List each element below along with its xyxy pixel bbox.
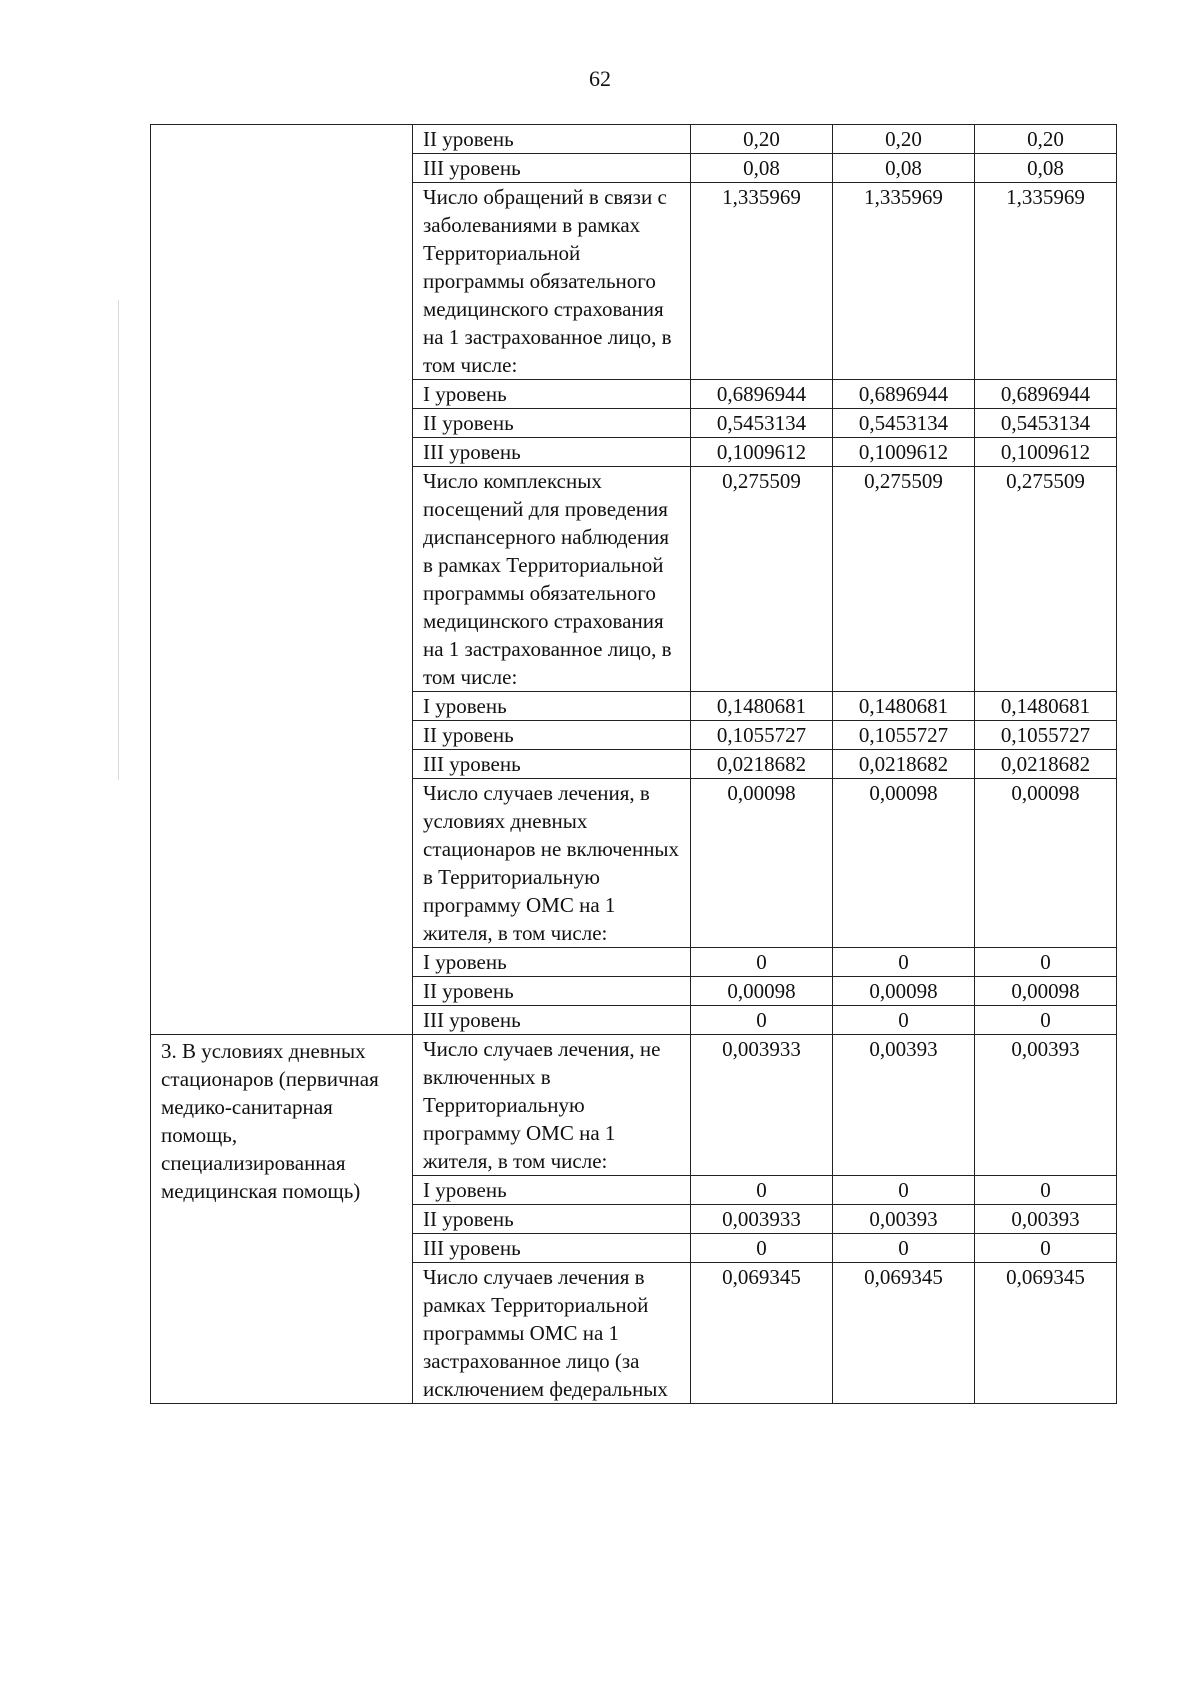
value-cell: 0,069345 bbox=[833, 1263, 975, 1404]
value-cell: 0,08 bbox=[833, 154, 975, 183]
value-cell: 0,00393 bbox=[833, 1035, 975, 1176]
value-cell: 0,6896944 bbox=[975, 380, 1117, 409]
value-cell: 0,003933 bbox=[691, 1035, 833, 1176]
value-cell: 0,00393 bbox=[975, 1205, 1117, 1234]
value-cell: 0,1009612 bbox=[833, 438, 975, 467]
row-label: I уровень bbox=[413, 1176, 691, 1205]
value-cell: 0 bbox=[833, 1006, 975, 1035]
value-cell: 0,00098 bbox=[975, 977, 1117, 1006]
table-row bbox=[151, 1035, 1117, 1176]
row-label: II уровень bbox=[413, 977, 691, 1006]
value-cell: 0 bbox=[691, 1006, 833, 1035]
value-cell: 0,1009612 bbox=[691, 438, 833, 467]
value-cell: 0,0218682 bbox=[691, 750, 833, 779]
value-cell: 0,00098 bbox=[691, 977, 833, 1006]
value-cell: 0 bbox=[833, 1234, 975, 1263]
value-cell: 1,335969 bbox=[691, 183, 833, 380]
table-row bbox=[151, 125, 1117, 154]
row-label: II уровень bbox=[413, 1205, 691, 1234]
row-label: III уровень bbox=[413, 438, 691, 467]
row-label: I уровень bbox=[413, 380, 691, 409]
row-label: II уровень bbox=[413, 125, 691, 154]
value-cell: 0,1055727 bbox=[691, 721, 833, 750]
value-cell: 0 bbox=[975, 1006, 1117, 1035]
value-cell: 0,20 bbox=[691, 125, 833, 154]
value-cell: 0,20 bbox=[833, 125, 975, 154]
row-label: I уровень bbox=[413, 692, 691, 721]
value-cell: 0,0218682 bbox=[975, 750, 1117, 779]
value-cell: 0,6896944 bbox=[691, 380, 833, 409]
value-cell: 0 bbox=[833, 948, 975, 977]
scan-edge-line bbox=[118, 300, 119, 780]
section-cell bbox=[151, 125, 413, 1035]
row-label: Число случаев лечения, не включенных в Территориальную программу ОМС на 1 жителя, в том числе: bbox=[413, 1035, 691, 1176]
value-cell: 0,1055727 bbox=[975, 721, 1117, 750]
row-label: II уровень bbox=[413, 721, 691, 750]
value-cell: 0 bbox=[833, 1176, 975, 1205]
value-cell: 0,0218682 bbox=[833, 750, 975, 779]
value-cell: 0 bbox=[691, 1176, 833, 1205]
value-cell: 0,275509 bbox=[833, 467, 975, 692]
value-cell: 0,00098 bbox=[691, 779, 833, 948]
row-label: III уровень bbox=[413, 154, 691, 183]
value-cell: 0,069345 bbox=[975, 1263, 1117, 1404]
value-cell: 1,335969 bbox=[833, 183, 975, 380]
value-cell: 0,1480681 bbox=[975, 692, 1117, 721]
value-cell: 0,08 bbox=[691, 154, 833, 183]
value-cell: 0,00098 bbox=[833, 779, 975, 948]
value-cell: 0 bbox=[691, 1234, 833, 1263]
row-label: II уровень bbox=[413, 409, 691, 438]
indicator-table bbox=[150, 124, 1117, 1404]
value-cell: 0,1480681 bbox=[691, 692, 833, 721]
value-cell: 0 bbox=[975, 1176, 1117, 1205]
value-cell: 0 bbox=[691, 948, 833, 977]
value-cell: 0,20 bbox=[975, 125, 1117, 154]
value-cell: 0,5453134 bbox=[833, 409, 975, 438]
row-label: III уровень bbox=[413, 1006, 691, 1035]
row-label: Число случаев лечения в рамках Территориальной программы ОМС на 1 застрахованное лицо (за исключением федеральных bbox=[413, 1263, 691, 1404]
row-label: III уровень bbox=[413, 750, 691, 779]
row-label: I уровень bbox=[413, 948, 691, 977]
row-label: Число комплексных посещений для проведения диспансерного наблюдения в рамках Территориальной программы обязательного медицинского страхования на 1 застрахованное лицо, в том числе: bbox=[413, 467, 691, 692]
value-cell: 0,003933 bbox=[691, 1205, 833, 1234]
value-cell: 0,275509 bbox=[691, 467, 833, 692]
value-cell: 0,5453134 bbox=[691, 409, 833, 438]
value-cell: 0,08 bbox=[975, 154, 1117, 183]
value-cell: 0,1009612 bbox=[975, 438, 1117, 467]
value-cell: 0,5453134 bbox=[975, 409, 1117, 438]
value-cell: 0 bbox=[975, 948, 1117, 977]
section-cell: 3. В условиях дневных стационаров (первичная медико-санитарная помощь, специализированная медицинская помощь) bbox=[151, 1035, 413, 1404]
value-cell: 0,275509 bbox=[975, 467, 1117, 692]
value-cell: 1,335969 bbox=[975, 183, 1117, 380]
page-number: 62 bbox=[589, 66, 611, 91]
value-cell: 0,1055727 bbox=[833, 721, 975, 750]
value-cell: 0,6896944 bbox=[833, 380, 975, 409]
value-cell: 0,069345 bbox=[691, 1263, 833, 1404]
value-cell: 0 bbox=[975, 1234, 1117, 1263]
value-cell: 0,1480681 bbox=[833, 692, 975, 721]
value-cell: 0,00098 bbox=[975, 779, 1117, 948]
row-label: Число случаев лечения, в условиях дневных стационаров не включенных в Территориальную программу ОМС на 1 жителя, в том числе: bbox=[413, 779, 691, 948]
value-cell: 0,00393 bbox=[975, 1035, 1117, 1176]
row-label: III уровень bbox=[413, 1234, 691, 1263]
value-cell: 0,00393 bbox=[833, 1205, 975, 1234]
value-cell: 0,00098 bbox=[833, 977, 975, 1006]
row-label: Число обращений в связи с заболеваниями в рамках Территориальной программы обязательного медицинского страхования на 1 застрахованное лицо, в том числе: bbox=[413, 183, 691, 380]
